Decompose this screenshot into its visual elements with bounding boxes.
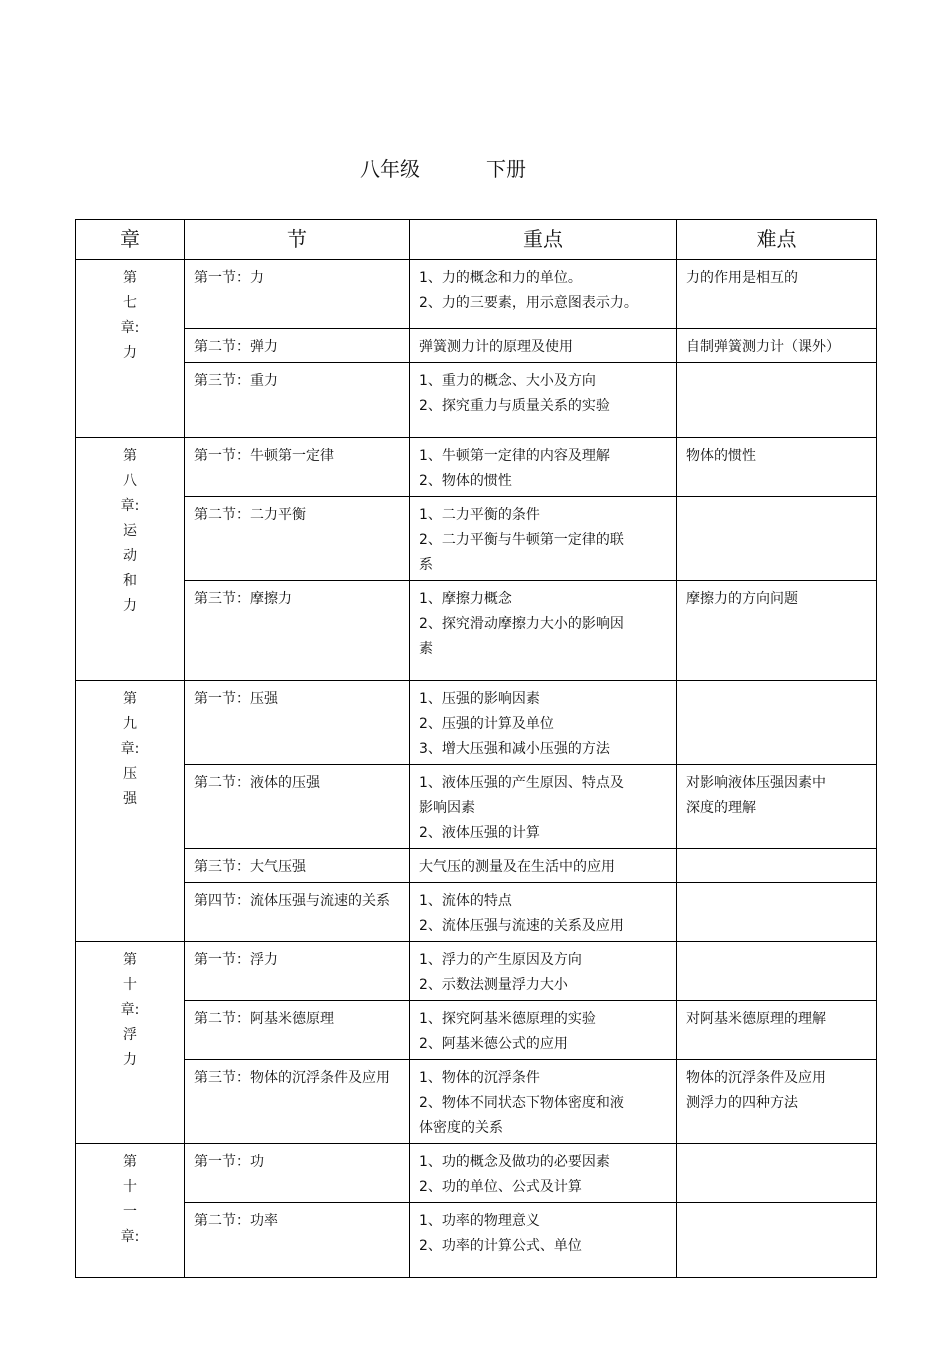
table-row — [76, 329, 877, 363]
table-row — [76, 1001, 877, 1060]
section-name-cell: 第一节：力 — [185, 260, 410, 329]
chapter-name-char: 七 — [123, 295, 137, 311]
section-name-cell: 第二节：液体的压强 — [185, 765, 410, 849]
difficulty-line: 物体的惯性 — [686, 448, 756, 464]
difficulty-line: 测浮力的四种方法 — [686, 1095, 798, 1111]
table-body — [76, 260, 877, 1278]
difficulty-cell — [677, 329, 877, 363]
chapter-name-char: 章: — [120, 498, 140, 514]
key-point-line: 2、力的三要素，用示意图表示力。 — [419, 295, 638, 311]
key-points-cell — [410, 681, 677, 765]
difficulty-cell — [677, 581, 877, 681]
difficulty-cell — [677, 681, 877, 765]
key-point-line: 2、流体压强与流速的关系及应用 — [419, 918, 624, 934]
difficulty-cell — [677, 438, 877, 497]
key-point-line: 1、浮力的产生原因及方向 — [419, 952, 582, 968]
chapter-name-char: 一 — [123, 1204, 137, 1220]
key-points-cell — [410, 1203, 677, 1278]
key-point-line: 3、增大压强和减小压强的方法 — [419, 741, 610, 757]
key-point-line: 1、流体的特点 — [419, 893, 512, 909]
chapter-name-char: 十 — [123, 1179, 137, 1195]
key-point-line: 1、液体压强的产生原因、特点及 — [419, 775, 624, 791]
key-points-cell — [410, 1060, 677, 1144]
section-name-cell: 第一节：浮力 — [185, 942, 410, 1001]
key-point-line: 2、压强的计算及单位 — [419, 716, 554, 732]
key-points-cell — [410, 581, 677, 681]
section-name-cell: 第三节：摩擦力 — [185, 581, 410, 681]
table-row — [76, 849, 877, 883]
section-name-cell: 第一节：功 — [185, 1144, 410, 1203]
key-point-line: 1、力的概念和力的单位。 — [419, 270, 582, 286]
key-point-line: 1、重力的概念、大小及方向 — [419, 373, 596, 389]
chapter-name-char: 力 — [123, 345, 137, 361]
table-row — [76, 581, 877, 681]
difficulty-cell — [677, 849, 877, 883]
key-point-line: 素 — [419, 641, 433, 657]
chapter-name-char: 力 — [123, 598, 137, 614]
section-name-cell: 第二节：二力平衡 — [185, 497, 410, 581]
chapter-name-char: 九 — [123, 716, 137, 732]
document-title — [0, 155, 950, 185]
chapter-name-char: 章: — [120, 320, 140, 336]
key-points-cell — [410, 765, 677, 849]
table-row — [76, 942, 877, 1001]
key-points-cell — [410, 883, 677, 942]
chapter-name-char: 章: — [120, 1229, 140, 1245]
key-point-line: 1、牛顿第一定律的内容及理解 — [419, 448, 610, 464]
key-point-line: 1、探究阿基米德原理的实验 — [419, 1011, 596, 1027]
section-name-cell: 第一节：压强 — [185, 681, 410, 765]
key-point-line: 2、探究滑动摩擦力大小的影响因 — [419, 616, 624, 632]
key-point-line: 大气压的测量及在生活中的应用 — [419, 859, 615, 875]
key-point-line: 1、压强的影响因素 — [419, 691, 540, 707]
difficulty-line: 力的作用是相互的 — [686, 270, 798, 286]
section-name-cell: 第一节：牛顿第一定律 — [185, 438, 410, 497]
key-point-line: 弹簧测力计的原理及使用 — [419, 339, 573, 355]
chapter-cell — [76, 438, 185, 681]
key-point-line: 1、功率的物理意义 — [419, 1213, 540, 1229]
chapter-name-char: 章: — [120, 1002, 140, 1018]
key-point-line: 1、功的概念及做功的必要因素 — [419, 1154, 610, 1170]
chapter-cell — [76, 681, 185, 942]
difficulty-line: 自制弹簧测力计（课外） — [686, 339, 840, 355]
table-row — [76, 363, 877, 438]
chapter-cell — [76, 260, 185, 438]
chapter-cell — [76, 1144, 185, 1278]
key-point-line: 2、功的单位、公式及计算 — [419, 1179, 582, 1195]
key-point-line: 2、阿基米德公式的应用 — [419, 1036, 568, 1052]
section-name-cell: 第二节：弹力 — [185, 329, 410, 363]
key-points-cell — [410, 497, 677, 581]
title-volume: 下册 — [486, 157, 526, 181]
difficulty-cell — [677, 363, 877, 438]
key-points-cell — [410, 438, 677, 497]
chapter-name-char: 动 — [123, 548, 137, 564]
difficulty-line: 深度的理解 — [686, 800, 756, 816]
key-point-line: 系 — [419, 557, 433, 573]
table-row — [76, 497, 877, 581]
difficulty-line: 对影响液体压强因素中 — [686, 775, 826, 791]
chapter-name-char: 章: — [120, 741, 140, 757]
key-point-line: 2、功率的计算公式、单位 — [419, 1238, 582, 1254]
syllabus-table — [75, 219, 877, 1278]
header-row — [76, 220, 877, 260]
section-name-cell: 第三节：大气压强 — [185, 849, 410, 883]
difficulty-line: 物体的沉浮条件及应用 — [686, 1070, 826, 1086]
key-point-line: 体密度的关系 — [419, 1120, 503, 1136]
chapter-name-char: 强 — [123, 791, 137, 807]
difficulty-line: 摩擦力的方向问题 — [686, 591, 798, 607]
section-name-cell: 第三节：物体的沉浮条件及应用 — [185, 1060, 410, 1144]
chapter-name-char: 运 — [123, 523, 137, 539]
header-key-points: 重点 — [410, 220, 677, 260]
title-grade: 八年级 — [360, 157, 420, 181]
table-row — [76, 681, 877, 765]
chapter-name-char: 第 — [123, 270, 137, 286]
difficulty-cell — [677, 883, 877, 942]
chapter-name-char: 第 — [123, 952, 137, 968]
difficulty-cell — [677, 1060, 877, 1144]
key-points-cell — [410, 260, 677, 329]
table-row — [76, 883, 877, 942]
chapter-name-char: 八 — [123, 473, 137, 489]
table-row — [76, 1203, 877, 1278]
chapter-name-char: 力 — [123, 1052, 137, 1068]
chapter-name-char: 第 — [123, 448, 137, 464]
chapter-name-char: 十 — [123, 977, 137, 993]
difficulty-cell — [677, 765, 877, 849]
key-points-cell — [410, 329, 677, 363]
key-point-line: 影响因素 — [419, 800, 475, 816]
chapter-name-char: 浮 — [123, 1027, 137, 1043]
key-point-line: 2、液体压强的计算 — [419, 825, 540, 841]
chapter-name-char: 第 — [123, 1154, 137, 1170]
key-point-line: 2、示数法测量浮力大小 — [419, 977, 568, 993]
header-section: 节 — [185, 220, 410, 260]
difficulty-cell — [677, 497, 877, 581]
key-point-line: 2、探究重力与质量关系的实验 — [419, 398, 610, 414]
table-row — [76, 1144, 877, 1203]
section-name-cell: 第四节：流体压强与流速的关系 — [185, 883, 410, 942]
table-row — [76, 1060, 877, 1144]
table-row — [76, 438, 877, 497]
key-points-cell — [410, 942, 677, 1001]
difficulty-cell — [677, 260, 877, 329]
key-point-line: 2、二力平衡与牛顿第一定律的联 — [419, 532, 624, 548]
table-row — [76, 765, 877, 849]
difficulty-cell — [677, 1001, 877, 1060]
difficulty-cell — [677, 1144, 877, 1203]
key-points-cell — [410, 1144, 677, 1203]
section-name-cell: 第三节：重力 — [185, 363, 410, 438]
key-points-cell — [410, 1001, 677, 1060]
chapter-name-char: 压 — [123, 766, 137, 782]
chapter-cell — [76, 942, 185, 1144]
header-difficulties: 难点 — [677, 220, 877, 260]
key-point-line: 2、物体不同状态下物体密度和液 — [419, 1095, 624, 1111]
section-name-cell: 第二节：阿基米德原理 — [185, 1001, 410, 1060]
key-points-cell — [410, 849, 677, 883]
difficulty-line: 对阿基米德原理的理解 — [686, 1011, 826, 1027]
key-points-cell — [410, 363, 677, 438]
header-chapter: 章 — [76, 220, 185, 260]
chapter-name-char: 第 — [123, 691, 137, 707]
key-point-line: 1、摩擦力概念 — [419, 591, 512, 607]
section-name-cell: 第二节：功率 — [185, 1203, 410, 1278]
difficulty-cell — [677, 1203, 877, 1278]
chapter-name-char: 和 — [123, 573, 137, 589]
key-point-line: 1、二力平衡的条件 — [419, 507, 540, 523]
key-point-line: 2、物体的惯性 — [419, 473, 512, 489]
table-row — [76, 260, 877, 329]
difficulty-cell — [677, 942, 877, 1001]
key-point-line: 1、物体的沉浮条件 — [419, 1070, 540, 1086]
